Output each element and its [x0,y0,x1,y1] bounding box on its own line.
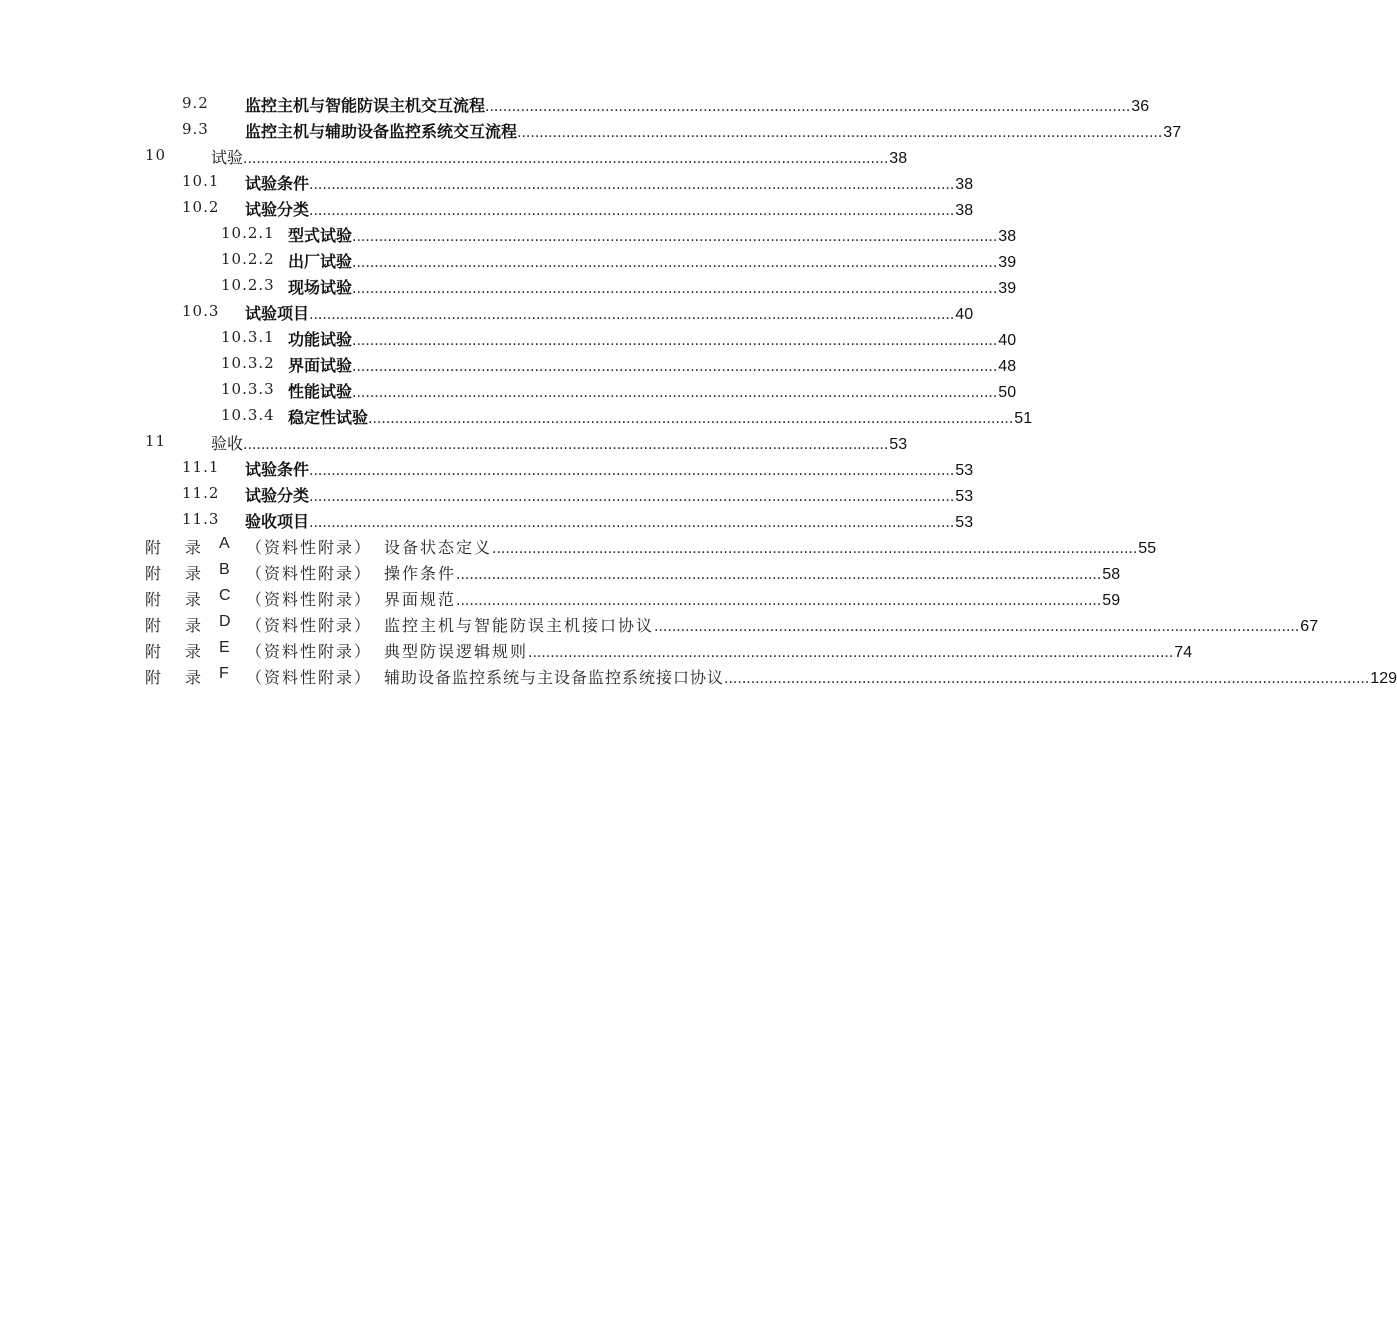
appendix-letter: C [219,587,231,604]
toc-entry-title: 试验分类 [245,483,309,506]
dot-leader: ................................................................................................................................................. [352,333,998,349]
toc-entry-title: 型式试验 [288,223,352,246]
toc-entry-number: 10.2 [182,198,220,216]
toc-entry-page: 38 [998,228,1017,245]
appendix-letter: B [219,561,230,578]
appendix-title: 设备状态定义 [384,535,492,558]
appendix-prefix-fu: 附 [145,642,162,661]
appendix-prefix-fu: 附 [145,668,162,687]
toc-entry-number: 10.2.3 [221,276,275,294]
toc-entry[interactable] [0,377,1017,403]
appendix-title: 监控主机与智能防误主机接口协议 [384,613,654,636]
toc-entry-number: 10.3.1 [221,328,275,346]
toc-entry-page: 38 [955,176,974,193]
toc-entry-title: 试验项目 [245,301,309,324]
toc-entry-page: 51 [1014,410,1033,427]
toc-entry-title: 监控主机与辅助设备监控系统交互流程 [245,119,517,142]
toc-entry-number: 9.3 [182,120,209,138]
toc-entry-page: 39 [998,280,1017,297]
toc-entry-page: 40 [998,332,1017,349]
toc-entry[interactable] [0,429,950,455]
appendix-prefix-fu: 附 [145,616,162,635]
toc-entry-title: 功能试验 [288,327,352,350]
toc-entry-page: 40 [955,306,974,323]
toc-entry-title: 监控主机与智能防误主机交互流程 [245,93,485,116]
dot-leader: ................................................................................................................................................. [309,307,955,323]
toc-entry-page: 53 [889,436,908,453]
appendix-type: （资料性附录） [246,590,373,609]
dot-leader: ................................................................................................................................................. [528,645,1174,661]
toc-entry[interactable] [0,221,1017,247]
toc-entry[interactable] [0,351,1017,377]
toc-entry-number: 11.3 [182,510,220,528]
dot-leader: ................................................................................................................................................. [309,515,955,531]
toc-entry-page: 38 [889,150,908,167]
toc-entry-page: 53 [955,488,974,505]
appendix-letter: E [219,639,230,656]
appendix-page: 129 [1370,670,1397,687]
toc-entry-title: 出厂试验 [288,249,352,272]
appendix-prefix-lu: 录 [185,538,202,557]
dot-leader: ................................................................................................................................................. [456,593,1102,609]
dot-leader: ................................................................................................................................................. [352,229,998,245]
toc-entry-page: 37 [1163,124,1182,141]
dot-leader: ................................................................................................................................................. [243,151,889,167]
toc-entry-title: 界面试验 [288,353,352,376]
appendix-prefix-fu: 附 [145,564,162,583]
toc-entry[interactable] [0,481,974,507]
toc-entry-title: 试验 [211,145,243,168]
dot-leader: ................................................................................................................................................. [309,463,955,479]
toc-entry-page: 53 [955,514,974,531]
table-of-contents [0,91,1397,689]
dot-leader: ................................................................................................................................................. [309,203,955,219]
dot-leader: ................................................................................................................................................. [352,359,998,375]
toc-entry[interactable] [0,299,974,325]
toc-entry-number: 10.3.3 [221,380,275,398]
appendix-prefix-fu: 附 [145,590,162,609]
dot-leader: ................................................................................................................................................. [654,619,1300,635]
toc-entry-title: 试验条件 [245,457,309,480]
appendix-type: （资料性附录） [246,642,373,661]
toc-entry-number: 10.1 [182,172,220,190]
dot-leader: ................................................................................................................................................. [352,385,998,401]
toc-entry-title: 验收 [211,431,243,454]
toc-entry-page: 36 [1131,98,1150,115]
appendix-prefix-lu: 录 [185,668,202,687]
appendix-title: 辅助设备监控系统与主设备监控系统接口协议 [384,665,724,688]
toc-entry[interactable] [0,455,974,481]
dot-leader: ................................................................................................................................................. [724,671,1370,687]
toc-entry-number: 11.2 [182,484,220,502]
appendix-entry[interactable] [0,533,1157,559]
toc-entry-number: 9.2 [182,94,209,112]
dot-leader: ................................................................................................................................................. [309,489,955,505]
appendix-letter: D [219,613,231,630]
dot-leader: ................................................................................................................................................. [243,437,889,453]
appendix-title: 界面规范 [384,587,456,610]
appendix-page: 74 [1174,644,1193,661]
toc-entry-page: 39 [998,254,1017,271]
dot-leader: ................................................................................................................................................. [352,281,998,297]
toc-entry-title: 试验条件 [245,171,309,194]
appendix-letter: A [219,535,230,552]
toc-entry-page: 38 [955,202,974,219]
appendix-prefix-lu: 录 [185,642,202,661]
toc-entry[interactable] [0,273,1017,299]
toc-entry-number: 10.3 [182,302,220,320]
appendix-page: 58 [1102,566,1121,583]
dot-leader: ................................................................................................................................................. [517,125,1163,141]
dot-leader: ................................................................................................................................................. [456,567,1102,583]
appendix-entry[interactable] [0,611,1319,637]
toc-entry-number: 11.1 [182,458,220,476]
toc-entry-number: 10.2.1 [221,224,275,242]
toc-entry[interactable] [0,195,974,221]
toc-entry-title: 验收项目 [245,509,309,532]
appendix-type: （资料性附录） [246,564,373,583]
toc-entry[interactable] [0,117,1182,143]
toc-entry-number: 11 [145,432,167,450]
toc-entry-number: 10 [145,146,167,164]
toc-entry[interactable] [0,325,1017,351]
appendix-letter: F [219,665,229,682]
appendix-entry[interactable] [0,585,1121,611]
dot-leader: ................................................................................................................................................. [492,541,1138,557]
toc-entry-number: 10.2.2 [221,250,275,268]
appendix-title: 操作条件 [384,561,456,584]
toc-entry[interactable] [0,247,1017,273]
appendix-prefix-fu: 附 [145,538,162,557]
appendix-prefix-lu: 录 [185,564,202,583]
dot-leader: ................................................................................................................................................. [368,411,1014,427]
appendix-title: 典型防误逻辑规则 [384,639,528,662]
appendix-prefix-lu: 录 [185,616,202,635]
toc-entry-page: 53 [955,462,974,479]
toc-entry[interactable] [0,507,974,533]
toc-entry-title: 性能试验 [288,379,352,402]
appendix-type: （资料性附录） [246,616,373,635]
toc-entry-title: 试验分类 [245,197,309,220]
toc-entry-number: 10.3.4 [221,406,275,424]
appendix-entry[interactable] [0,637,1193,663]
appendix-page: 55 [1138,540,1157,557]
toc-entry-number: 10.3.2 [221,354,275,372]
appendix-entry[interactable] [0,663,1397,689]
toc-entry[interactable] [0,91,1150,117]
dot-leader: ................................................................................................................................................. [352,255,998,271]
appendix-entry[interactable] [0,559,1121,585]
toc-entry[interactable] [0,143,950,169]
toc-entry[interactable] [0,403,1033,429]
dot-leader: ................................................................................................................................................. [309,177,955,193]
toc-entry-title: 稳定性试验 [288,405,368,428]
toc-entry-title: 现场试验 [288,275,352,298]
toc-entry[interactable] [0,169,974,195]
appendix-type: （资料性附录） [246,668,373,687]
toc-entry-page: 48 [998,358,1017,375]
dot-leader: ................................................................................................................................................. [485,99,1131,115]
appendix-type: （资料性附录） [246,538,373,557]
appendix-page: 67 [1300,618,1319,635]
appendix-page: 59 [1102,592,1121,609]
appendix-prefix-lu: 录 [185,590,202,609]
toc-entry-page: 50 [998,384,1017,401]
